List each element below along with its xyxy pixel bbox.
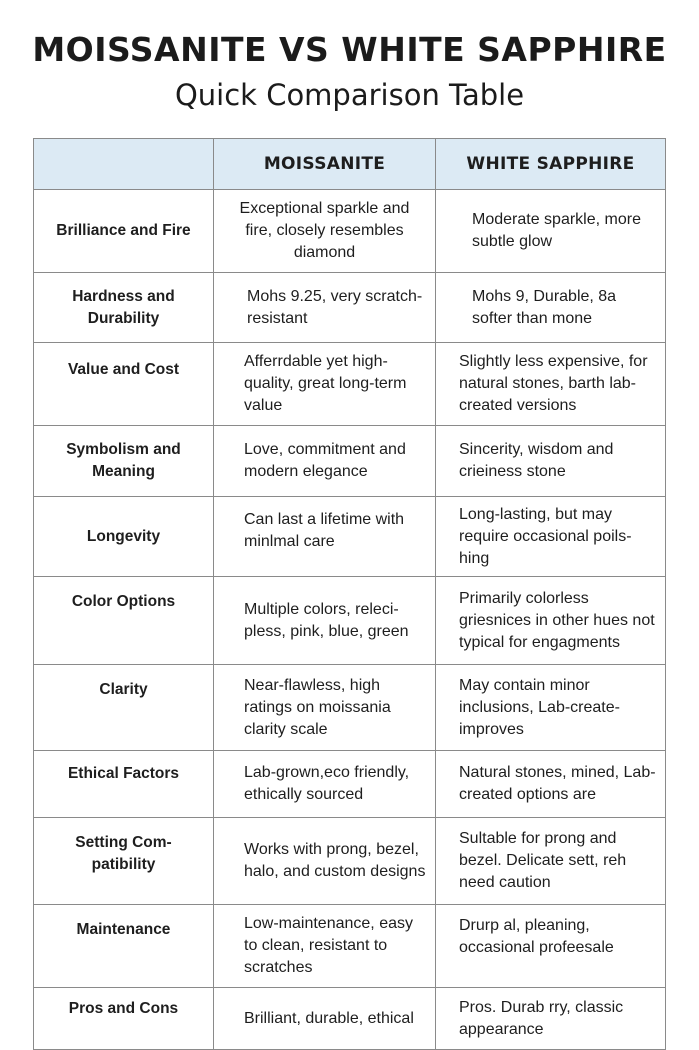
table-row (34, 190, 666, 273)
row-label: Pros and Cons (34, 988, 214, 1050)
sapphire-cell: May contain minor inclusions, Lab-create-improves (436, 665, 666, 751)
header-empty (34, 139, 214, 190)
moissanite-cell: Brilliant, durable, ethical (214, 988, 436, 1050)
table-row (34, 751, 666, 818)
sapphire-cell: Moderate sparkle, more subtle glow (436, 190, 666, 273)
moissanite-cell: Near-flawless, high ratings on moissania clarity scale (214, 665, 436, 751)
row-label: Hardness and Durability (34, 273, 214, 343)
sapphire-cell: Slightly less expensive, for natural stones, barth lab-created versions (436, 343, 666, 426)
row-label: Value and Cost (34, 343, 214, 426)
sapphire-cell: Sultable for prong and bezel. Delicate sett, reh need caution (436, 818, 666, 905)
table-row (34, 577, 666, 665)
moissanite-cell: Multiple colors, releci-pless, pink, blue, green (214, 577, 436, 665)
comparison-table (33, 138, 666, 1050)
table-row (34, 665, 666, 751)
moissanite-cell: Can last a lifetime with minlmal care (214, 497, 436, 577)
sapphire-cell: Sincerity, wisdom and crieiness stone (436, 426, 666, 497)
row-label: Ethical Factors (34, 751, 214, 818)
page-subtitle: Quick Comparison Table (174, 78, 525, 112)
table-row (34, 905, 666, 988)
moissanite-cell: Works with prong, bezel, halo, and custom designs (214, 818, 436, 905)
row-label: Maintenance (34, 905, 214, 988)
moissanite-cell: Low-maintenance, easy to clean, resistant to scratches (214, 905, 436, 988)
moissanite-cell: Mohs 9.25, very scratch-resistant (214, 273, 436, 343)
row-label: Symbolism and Meaning (34, 426, 214, 497)
table-row (34, 273, 666, 343)
row-label: Brilliance and Fire (34, 190, 214, 273)
moissanite-cell: Afferrdable yet high-quality, great long-term value (214, 343, 436, 426)
page-title: MOISSANITE VS WHITE SAPPHIRE (32, 30, 667, 69)
sapphire-cell: Drurp al, pleaning, occasional profeesale (436, 905, 666, 988)
sapphire-cell: Primarily colorless griesnices in other hues not typical for engagments (436, 577, 666, 665)
sapphire-cell: Long-lasting, but may require occasional poils-hing (436, 497, 666, 577)
header-white-sapphire: WHITE SAPPHIRE (436, 139, 666, 190)
sapphire-cell: Mohs 9, Durable, 8a softer than mone (436, 273, 666, 343)
row-label: Setting Com-patibility (34, 818, 214, 905)
table-row (34, 988, 666, 1050)
sapphire-cell: Pros. Durab rry, classic appearance (436, 988, 666, 1050)
moissanite-cell: Exceptional sparkle and fire, closely resembles diamond (214, 190, 436, 273)
row-label: Clarity (34, 665, 214, 751)
sapphire-cell: Natural stones, mined, Lab-created options are (436, 751, 666, 818)
table-row (34, 426, 666, 497)
moissanite-cell: Love, commitment and modern elegance (214, 426, 436, 497)
header-moissanite: MOISSANITE (214, 139, 436, 190)
table-row (34, 818, 666, 905)
table-row (34, 497, 666, 577)
moissanite-cell: Lab-grown,eco friendly, ethically sourced (214, 751, 436, 818)
table-header-row (34, 139, 666, 190)
row-label: Longevity (34, 497, 214, 577)
table-row (34, 343, 666, 426)
row-label: Color Options (34, 577, 214, 665)
